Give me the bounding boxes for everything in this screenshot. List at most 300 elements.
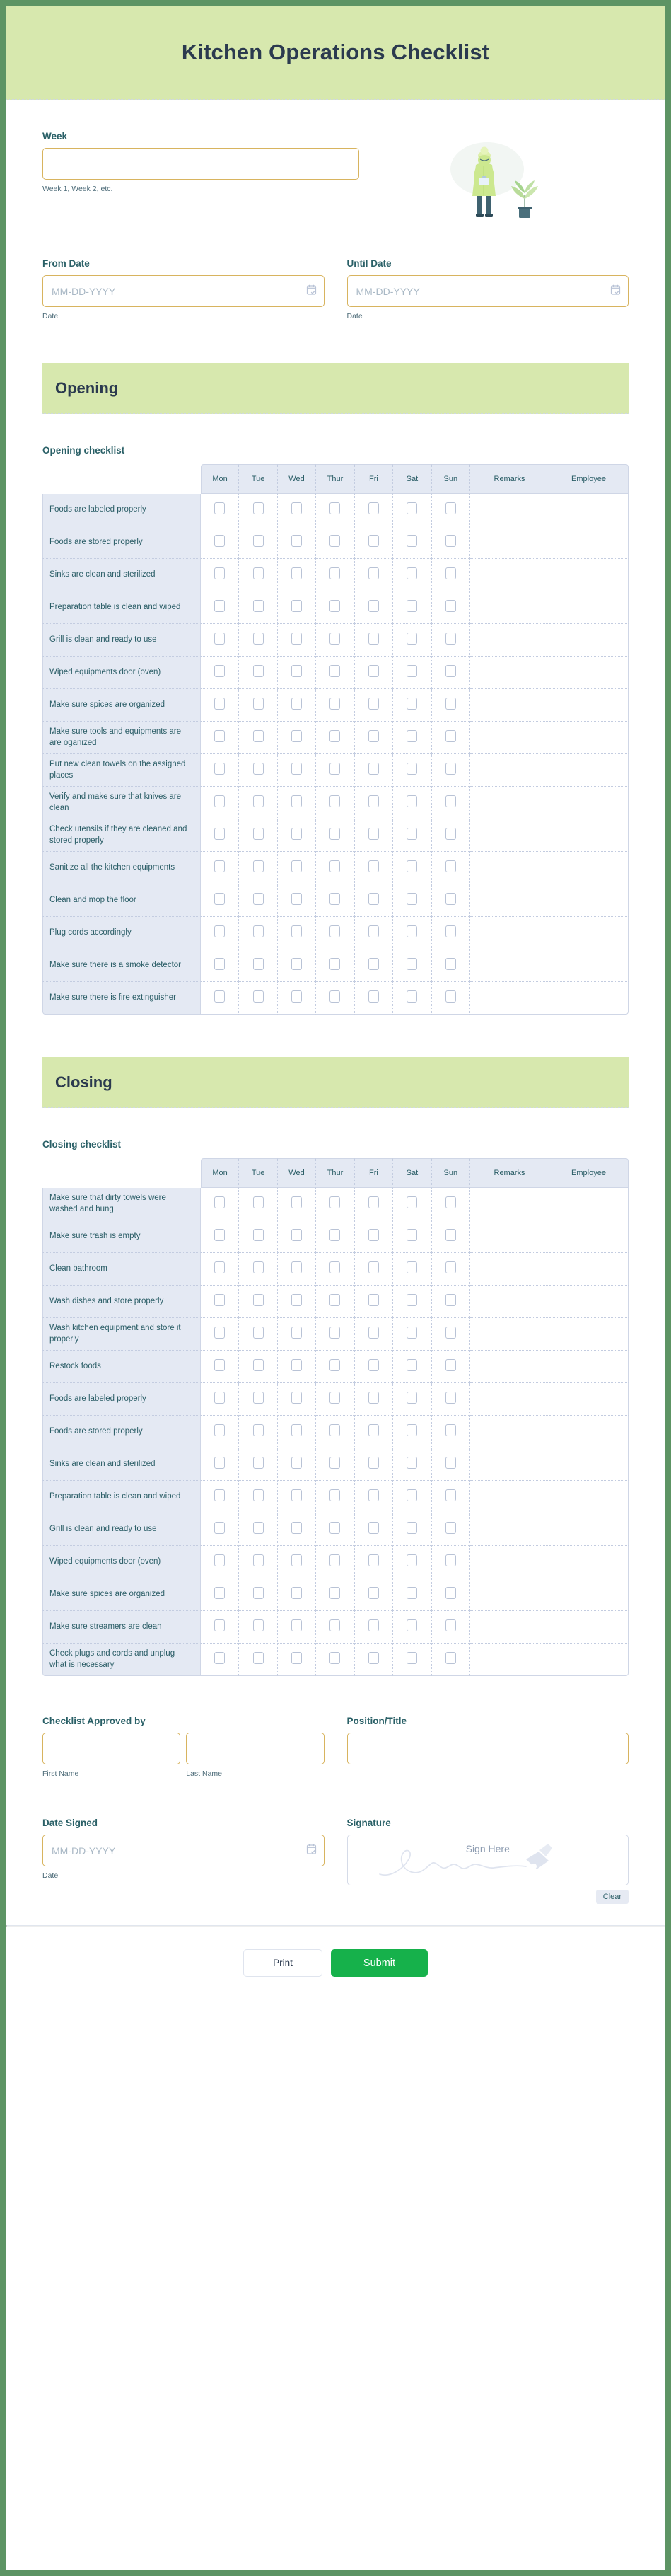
checkbox-open-1-wed[interactable]	[291, 535, 302, 547]
checkbox-open-2-thur[interactable]	[329, 567, 340, 579]
employee-cell[interactable]	[549, 1546, 629, 1578]
checkbox-cell[interactable]	[432, 982, 470, 1015]
checkbox-close-2-wed[interactable]	[291, 1261, 302, 1273]
checkbox-cell[interactable]	[201, 494, 239, 526]
checkbox-cell[interactable]	[316, 1188, 354, 1220]
checkbox-close-7-sat[interactable]	[407, 1424, 417, 1436]
checkbox-close-5-sat[interactable]	[407, 1359, 417, 1371]
checkbox-open-0-thur[interactable]	[329, 502, 340, 514]
checkbox-open-14-mon[interactable]	[214, 958, 225, 970]
checkbox-open-12-thur[interactable]	[329, 893, 340, 905]
checkbox-cell[interactable]	[201, 559, 239, 591]
employee-cell[interactable]	[549, 1253, 629, 1286]
checkbox-open-4-tue[interactable]	[253, 633, 264, 645]
checkbox-close-10-mon[interactable]	[214, 1522, 225, 1534]
checkbox-open-8-thur[interactable]	[329, 763, 340, 775]
checkbox-cell[interactable]	[239, 852, 277, 884]
remarks-cell[interactable]	[470, 1188, 549, 1220]
checkbox-cell[interactable]	[278, 1318, 316, 1351]
employee-cell[interactable]	[549, 722, 629, 754]
checkbox-cell[interactable]	[393, 494, 431, 526]
remarks-cell[interactable]	[470, 787, 549, 819]
checkbox-cell[interactable]	[239, 1611, 277, 1644]
checkbox-close-8-thur[interactable]	[329, 1457, 340, 1469]
remarks-cell[interactable]	[470, 1286, 549, 1318]
remarks-cell[interactable]	[470, 624, 549, 657]
checkbox-open-13-thur[interactable]	[329, 925, 340, 937]
checkbox-open-5-tue[interactable]	[253, 665, 264, 677]
checkbox-close-9-sun[interactable]	[445, 1489, 456, 1501]
checkbox-open-1-thur[interactable]	[329, 535, 340, 547]
checkbox-open-15-sat[interactable]	[407, 990, 417, 1003]
checkbox-cell[interactable]	[316, 1318, 354, 1351]
checkbox-open-10-mon[interactable]	[214, 828, 225, 840]
checkbox-cell[interactable]	[201, 852, 239, 884]
checkbox-close-0-thur[interactable]	[329, 1196, 340, 1208]
remarks-cell[interactable]	[470, 1513, 549, 1546]
checkbox-open-10-wed[interactable]	[291, 828, 302, 840]
checkbox-close-2-mon[interactable]	[214, 1261, 225, 1273]
checkbox-cell[interactable]	[432, 1318, 470, 1351]
checkbox-close-1-sat[interactable]	[407, 1229, 417, 1241]
checkbox-cell[interactable]	[278, 1611, 316, 1644]
checkbox-cell[interactable]	[278, 1188, 316, 1220]
employee-cell[interactable]	[549, 884, 629, 917]
checkbox-cell[interactable]	[393, 1318, 431, 1351]
checkbox-close-4-tue[interactable]	[253, 1327, 264, 1339]
checkbox-close-2-fri[interactable]	[368, 1261, 379, 1273]
checkbox-cell[interactable]	[316, 1351, 354, 1383]
checkbox-cell[interactable]	[278, 689, 316, 722]
checkbox-cell[interactable]	[355, 819, 393, 852]
checkbox-cell[interactable]	[355, 1481, 393, 1513]
checkbox-close-10-tue[interactable]	[253, 1522, 264, 1534]
checkbox-open-5-sat[interactable]	[407, 665, 417, 677]
checkbox-cell[interactable]	[432, 1416, 470, 1448]
signature-pad[interactable]	[347, 1835, 629, 1885]
checkbox-open-4-fri[interactable]	[368, 633, 379, 645]
checkbox-cell[interactable]	[201, 1286, 239, 1318]
checkbox-cell[interactable]	[355, 1578, 393, 1611]
checkbox-close-12-wed[interactable]	[291, 1587, 302, 1599]
remarks-cell[interactable]	[470, 1448, 549, 1481]
checkbox-cell[interactable]	[239, 1318, 277, 1351]
checkbox-cell[interactable]	[316, 1416, 354, 1448]
checkbox-open-2-sat[interactable]	[407, 567, 417, 579]
checkbox-cell[interactable]	[393, 1448, 431, 1481]
checkbox-close-12-mon[interactable]	[214, 1587, 225, 1599]
checkbox-cell[interactable]	[239, 657, 277, 689]
checkbox-close-6-sun[interactable]	[445, 1392, 456, 1404]
checkbox-close-11-sat[interactable]	[407, 1554, 417, 1566]
checkbox-open-8-wed[interactable]	[291, 763, 302, 775]
checkbox-close-4-mon[interactable]	[214, 1327, 225, 1339]
checkbox-close-3-wed[interactable]	[291, 1294, 302, 1306]
checkbox-close-13-thur[interactable]	[329, 1619, 340, 1631]
checkbox-close-6-mon[interactable]	[214, 1392, 225, 1404]
checkbox-cell[interactable]	[432, 949, 470, 982]
checkbox-cell[interactable]	[355, 494, 393, 526]
checkbox-close-8-sun[interactable]	[445, 1457, 456, 1469]
checkbox-close-9-sat[interactable]	[407, 1489, 417, 1501]
employee-cell[interactable]	[549, 1513, 629, 1546]
checkbox-cell[interactable]	[355, 591, 393, 624]
employee-cell[interactable]	[549, 1286, 629, 1318]
remarks-cell[interactable]	[470, 1351, 549, 1383]
checkbox-open-9-wed[interactable]	[291, 795, 302, 807]
checkbox-cell[interactable]	[316, 1644, 354, 1676]
checkbox-cell[interactable]	[355, 559, 393, 591]
checkbox-open-11-wed[interactable]	[291, 860, 302, 872]
remarks-cell[interactable]	[470, 949, 549, 982]
checkbox-close-2-thur[interactable]	[329, 1261, 340, 1273]
checkbox-cell[interactable]	[393, 1253, 431, 1286]
checkbox-open-1-tue[interactable]	[253, 535, 264, 547]
checkbox-cell[interactable]	[278, 559, 316, 591]
checkbox-cell[interactable]	[393, 624, 431, 657]
checkbox-open-0-tue[interactable]	[253, 502, 264, 514]
checkbox-cell[interactable]	[239, 917, 277, 949]
checkbox-open-3-fri[interactable]	[368, 600, 379, 612]
checkbox-cell[interactable]	[432, 1448, 470, 1481]
checkbox-cell[interactable]	[432, 657, 470, 689]
checkbox-open-14-sat[interactable]	[407, 958, 417, 970]
checkbox-open-3-mon[interactable]	[214, 600, 225, 612]
checkbox-cell[interactable]	[393, 689, 431, 722]
checkbox-cell[interactable]	[278, 787, 316, 819]
checkbox-cell[interactable]	[316, 1481, 354, 1513]
employee-cell[interactable]	[549, 982, 629, 1015]
checkbox-close-7-wed[interactable]	[291, 1424, 302, 1436]
checkbox-close-14-wed[interactable]	[291, 1652, 302, 1664]
employee-cell[interactable]	[549, 754, 629, 787]
checkbox-open-0-fri[interactable]	[368, 502, 379, 514]
remarks-cell[interactable]	[470, 884, 549, 917]
checkbox-cell[interactable]	[201, 657, 239, 689]
checkbox-cell[interactable]	[201, 689, 239, 722]
checkbox-cell[interactable]	[355, 1546, 393, 1578]
checkbox-open-7-thur[interactable]	[329, 730, 340, 742]
checkbox-close-10-thur[interactable]	[329, 1522, 340, 1534]
checkbox-cell[interactable]	[278, 949, 316, 982]
employee-cell[interactable]	[549, 657, 629, 689]
checkbox-cell[interactable]	[355, 1253, 393, 1286]
checkbox-close-1-wed[interactable]	[291, 1229, 302, 1241]
checkbox-cell[interactable]	[432, 559, 470, 591]
checkbox-cell[interactable]	[393, 1416, 431, 1448]
employee-cell[interactable]	[549, 949, 629, 982]
checkbox-cell[interactable]	[201, 722, 239, 754]
checkbox-open-3-thur[interactable]	[329, 600, 340, 612]
checkbox-cell[interactable]	[316, 917, 354, 949]
checkbox-cell[interactable]	[316, 787, 354, 819]
checkbox-close-12-sun[interactable]	[445, 1587, 456, 1599]
checkbox-cell[interactable]	[201, 1416, 239, 1448]
checkbox-open-13-sat[interactable]	[407, 925, 417, 937]
checkbox-cell[interactable]	[201, 787, 239, 819]
checkbox-open-6-thur[interactable]	[329, 698, 340, 710]
checkbox-cell[interactable]	[278, 624, 316, 657]
checkbox-open-9-thur[interactable]	[329, 795, 340, 807]
checkbox-close-5-mon[interactable]	[214, 1359, 225, 1371]
checkbox-open-6-wed[interactable]	[291, 698, 302, 710]
checkbox-close-11-tue[interactable]	[253, 1554, 264, 1566]
checkbox-open-9-sun[interactable]	[445, 795, 456, 807]
checkbox-cell[interactable]	[239, 526, 277, 559]
checkbox-cell[interactable]	[239, 1578, 277, 1611]
checkbox-cell[interactable]	[355, 852, 393, 884]
checkbox-open-3-wed[interactable]	[291, 600, 302, 612]
checkbox-open-14-sun[interactable]	[445, 958, 456, 970]
checkbox-cell[interactable]	[316, 1383, 354, 1416]
checkbox-close-2-sat[interactable]	[407, 1261, 417, 1273]
checkbox-cell[interactable]	[278, 982, 316, 1015]
checkbox-cell[interactable]	[278, 1383, 316, 1416]
employee-cell[interactable]	[549, 1481, 629, 1513]
checkbox-cell[interactable]	[432, 1351, 470, 1383]
checkbox-cell[interactable]	[239, 949, 277, 982]
checkbox-open-12-tue[interactable]	[253, 893, 264, 905]
checkbox-cell[interactable]	[316, 1578, 354, 1611]
checkbox-cell[interactable]	[316, 559, 354, 591]
checkbox-close-8-fri[interactable]	[368, 1457, 379, 1469]
checkbox-open-9-tue[interactable]	[253, 795, 264, 807]
checkbox-cell[interactable]	[355, 526, 393, 559]
checkbox-cell[interactable]	[278, 1546, 316, 1578]
checkbox-cell[interactable]	[316, 1253, 354, 1286]
checkbox-cell[interactable]	[278, 1286, 316, 1318]
checkbox-close-5-fri[interactable]	[368, 1359, 379, 1371]
checkbox-open-2-wed[interactable]	[291, 567, 302, 579]
checkbox-cell[interactable]	[432, 884, 470, 917]
submit-button[interactable]: Submit	[331, 1949, 428, 1977]
checkbox-close-9-thur[interactable]	[329, 1489, 340, 1501]
checkbox-open-7-wed[interactable]	[291, 730, 302, 742]
checkbox-cell[interactable]	[355, 1644, 393, 1676]
checkbox-open-4-sun[interactable]	[445, 633, 456, 645]
position-title-input[interactable]	[347, 1733, 629, 1764]
remarks-cell[interactable]	[470, 689, 549, 722]
remarks-cell[interactable]	[470, 1644, 549, 1676]
checkbox-close-10-sat[interactable]	[407, 1522, 417, 1534]
checkbox-close-4-sat[interactable]	[407, 1327, 417, 1339]
checkbox-close-13-fri[interactable]	[368, 1619, 379, 1631]
checkbox-cell[interactable]	[393, 1220, 431, 1253]
checkbox-cell[interactable]	[393, 1611, 431, 1644]
checkbox-cell[interactable]	[432, 819, 470, 852]
checkbox-close-4-wed[interactable]	[291, 1327, 302, 1339]
checkbox-cell[interactable]	[316, 657, 354, 689]
checkbox-cell[interactable]	[355, 1448, 393, 1481]
checkbox-cell[interactable]	[432, 1546, 470, 1578]
checkbox-close-9-tue[interactable]	[253, 1489, 264, 1501]
checkbox-cell[interactable]	[316, 754, 354, 787]
checkbox-open-1-sun[interactable]	[445, 535, 456, 547]
checkbox-close-9-mon[interactable]	[214, 1489, 225, 1501]
checkbox-cell[interactable]	[239, 722, 277, 754]
last-name-input[interactable]	[186, 1733, 324, 1764]
checkbox-open-6-mon[interactable]	[214, 698, 225, 710]
remarks-cell[interactable]	[470, 1253, 549, 1286]
checkbox-cell[interactable]	[201, 1351, 239, 1383]
remarks-cell[interactable]	[470, 722, 549, 754]
employee-cell[interactable]	[549, 1611, 629, 1644]
checkbox-open-7-sun[interactable]	[445, 730, 456, 742]
checkbox-cell[interactable]	[316, 624, 354, 657]
checkbox-open-9-fri[interactable]	[368, 795, 379, 807]
checkbox-cell[interactable]	[393, 1513, 431, 1546]
checkbox-close-12-tue[interactable]	[253, 1587, 264, 1599]
checkbox-cell[interactable]	[239, 1383, 277, 1416]
checkbox-cell[interactable]	[278, 1416, 316, 1448]
checkbox-open-8-mon[interactable]	[214, 763, 225, 775]
checkbox-cell[interactable]	[393, 949, 431, 982]
checkbox-cell[interactable]	[278, 591, 316, 624]
checkbox-cell[interactable]	[393, 917, 431, 949]
checkbox-open-13-sun[interactable]	[445, 925, 456, 937]
checkbox-open-15-tue[interactable]	[253, 990, 264, 1003]
checkbox-open-9-sat[interactable]	[407, 795, 417, 807]
checkbox-close-3-sun[interactable]	[445, 1294, 456, 1306]
checkbox-open-4-mon[interactable]	[214, 633, 225, 645]
checkbox-open-3-tue[interactable]	[253, 600, 264, 612]
checkbox-close-11-fri[interactable]	[368, 1554, 379, 1566]
checkbox-open-5-sun[interactable]	[445, 665, 456, 677]
checkbox-cell[interactable]	[355, 884, 393, 917]
checkbox-open-5-fri[interactable]	[368, 665, 379, 677]
checkbox-cell[interactable]	[201, 1644, 239, 1676]
checkbox-close-14-sat[interactable]	[407, 1652, 417, 1664]
checkbox-close-6-wed[interactable]	[291, 1392, 302, 1404]
remarks-cell[interactable]	[470, 657, 549, 689]
checkbox-close-8-wed[interactable]	[291, 1457, 302, 1469]
checkbox-close-6-thur[interactable]	[329, 1392, 340, 1404]
checkbox-cell[interactable]	[316, 1448, 354, 1481]
checkbox-cell[interactable]	[278, 1253, 316, 1286]
checkbox-close-10-sun[interactable]	[445, 1522, 456, 1534]
checkbox-cell[interactable]	[201, 1383, 239, 1416]
checkbox-open-11-tue[interactable]	[253, 860, 264, 872]
checkbox-close-5-sun[interactable]	[445, 1359, 456, 1371]
checkbox-cell[interactable]	[278, 884, 316, 917]
checkbox-cell[interactable]	[393, 884, 431, 917]
checkbox-open-13-wed[interactable]	[291, 925, 302, 937]
checkbox-cell[interactable]	[201, 884, 239, 917]
checkbox-open-5-thur[interactable]	[329, 665, 340, 677]
checkbox-cell[interactable]	[393, 1188, 431, 1220]
checkbox-cell[interactable]	[393, 1546, 431, 1578]
checkbox-cell[interactable]	[201, 1318, 239, 1351]
checkbox-cell[interactable]	[239, 494, 277, 526]
checkbox-open-3-sat[interactable]	[407, 600, 417, 612]
checkbox-cell[interactable]	[278, 1481, 316, 1513]
checkbox-cell[interactable]	[278, 852, 316, 884]
checkbox-close-9-wed[interactable]	[291, 1489, 302, 1501]
checkbox-cell[interactable]	[316, 852, 354, 884]
employee-cell[interactable]	[549, 1644, 629, 1676]
checkbox-close-0-sun[interactable]	[445, 1196, 456, 1208]
checkbox-close-12-thur[interactable]	[329, 1587, 340, 1599]
checkbox-close-14-mon[interactable]	[214, 1652, 225, 1664]
checkbox-close-11-thur[interactable]	[329, 1554, 340, 1566]
checkbox-cell[interactable]	[393, 1644, 431, 1676]
checkbox-close-14-fri[interactable]	[368, 1652, 379, 1664]
checkbox-cell[interactable]	[432, 787, 470, 819]
checkbox-open-13-mon[interactable]	[214, 925, 225, 937]
checkbox-open-12-wed[interactable]	[291, 893, 302, 905]
checkbox-open-10-sun[interactable]	[445, 828, 456, 840]
checkbox-open-13-tue[interactable]	[253, 925, 264, 937]
checkbox-close-8-sat[interactable]	[407, 1457, 417, 1469]
print-button[interactable]: Print	[243, 1949, 322, 1977]
checkbox-open-0-sat[interactable]	[407, 502, 417, 514]
remarks-cell[interactable]	[470, 1383, 549, 1416]
checkbox-close-13-sat[interactable]	[407, 1619, 417, 1631]
employee-cell[interactable]	[549, 591, 629, 624]
checkbox-close-8-mon[interactable]	[214, 1457, 225, 1469]
checkbox-cell[interactable]	[201, 1188, 239, 1220]
checkbox-open-11-thur[interactable]	[329, 860, 340, 872]
checkbox-close-0-wed[interactable]	[291, 1196, 302, 1208]
employee-cell[interactable]	[549, 1578, 629, 1611]
checkbox-close-9-fri[interactable]	[368, 1489, 379, 1501]
checkbox-cell[interactable]	[316, 1513, 354, 1546]
checkbox-cell[interactable]	[355, 689, 393, 722]
checkbox-cell[interactable]	[316, 591, 354, 624]
checkbox-open-0-mon[interactable]	[214, 502, 225, 514]
checkbox-cell[interactable]	[239, 787, 277, 819]
checkbox-cell[interactable]	[393, 591, 431, 624]
checkbox-cell[interactable]	[239, 1253, 277, 1286]
checkbox-cell[interactable]	[432, 722, 470, 754]
checkbox-cell[interactable]	[278, 917, 316, 949]
checkbox-cell[interactable]	[393, 787, 431, 819]
checkbox-cell[interactable]	[316, 1220, 354, 1253]
remarks-cell[interactable]	[470, 819, 549, 852]
checkbox-cell[interactable]	[355, 754, 393, 787]
checkbox-close-1-fri[interactable]	[368, 1229, 379, 1241]
remarks-cell[interactable]	[470, 1546, 549, 1578]
checkbox-cell[interactable]	[316, 884, 354, 917]
checkbox-cell[interactable]	[239, 689, 277, 722]
checkbox-open-15-fri[interactable]	[368, 990, 379, 1003]
remarks-cell[interactable]	[470, 1481, 549, 1513]
checkbox-open-14-wed[interactable]	[291, 958, 302, 970]
checkbox-open-2-fri[interactable]	[368, 567, 379, 579]
checkbox-close-3-fri[interactable]	[368, 1294, 379, 1306]
checkbox-cell[interactable]	[355, 917, 393, 949]
checkbox-cell[interactable]	[355, 1383, 393, 1416]
checkbox-cell[interactable]	[432, 852, 470, 884]
employee-cell[interactable]	[549, 819, 629, 852]
checkbox-close-3-sat[interactable]	[407, 1294, 417, 1306]
checkbox-cell[interactable]	[201, 1578, 239, 1611]
checkbox-cell[interactable]	[201, 754, 239, 787]
remarks-cell[interactable]	[470, 1318, 549, 1351]
checkbox-open-10-tue[interactable]	[253, 828, 264, 840]
checkbox-open-12-fri[interactable]	[368, 893, 379, 905]
employee-cell[interactable]	[549, 526, 629, 559]
checkbox-cell[interactable]	[393, 526, 431, 559]
checkbox-cell[interactable]	[278, 526, 316, 559]
checkbox-open-12-sat[interactable]	[407, 893, 417, 905]
checkbox-close-5-wed[interactable]	[291, 1359, 302, 1371]
checkbox-open-7-fri[interactable]	[368, 730, 379, 742]
checkbox-close-0-tue[interactable]	[253, 1196, 264, 1208]
checkbox-cell[interactable]	[432, 1253, 470, 1286]
checkbox-close-14-thur[interactable]	[329, 1652, 340, 1664]
checkbox-cell[interactable]	[316, 982, 354, 1015]
